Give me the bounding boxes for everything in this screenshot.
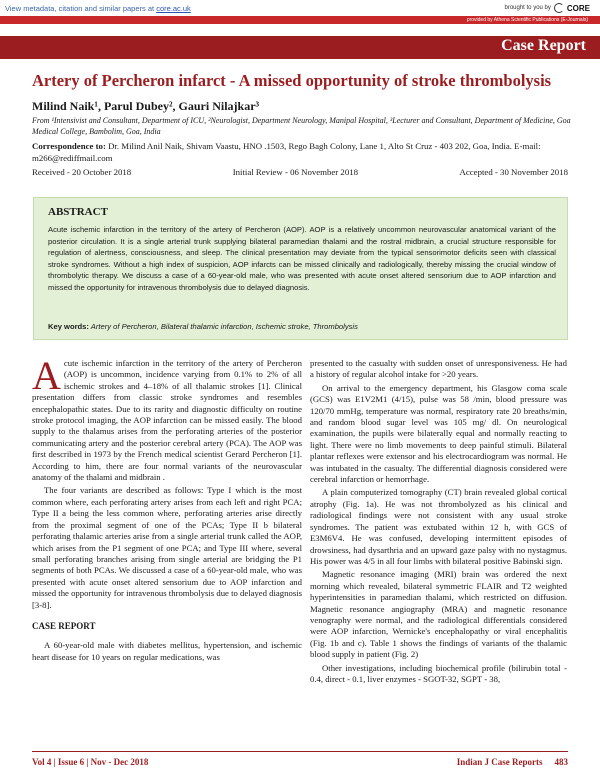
emergency-paragraph: On arrival to the emergency department, his Glasgow coma scale (GCS) was E1V2M1 (4/15), pulse was 58 /min, blood pressure was 120/70 mmHg, temperature was normal, respiratory rate 20 breaths/min, and random blood sugar level was 105 mg/ dl. On neurological examination, the pupils were bilaterally equal and normally reacting to light. There were no limb movements to deep painful stimuli. Bilateral plantar reflexes were extensor and his electrocardiogram was normal. He was intubated in the casualty. The differential diagnosis considered were cerebral infarction or hemorrhage. [310, 382, 567, 485]
case-report-heading: CASE REPORT [32, 620, 96, 631]
variants-paragraph: The four variants are described as follows: Type I which is the most common where, each perforating artery arises from each left and right PCA; Type II a being the less common where, perforating arteries arise directly from the proximal segment of one of the PCAs; Type II b bilateral perforating thalamic arteries arise from a single arterial trunk called the AOP, which arises from the P1 segment of one PCA; and Type III where, several small perforating branches arising from single arterial are bridging the P1 segments of both PCAs. We discussed a case of a 60-year-old male, who was presented with acute onset altered sensorium due to AOP infarction and missed the opportunity for intravenous thrombolysis due to delayed diagnosis [3-8]. [32, 485, 302, 610]
page-number: 483 [554, 757, 568, 767]
article-type-label: Case Report [501, 37, 586, 54]
keywords [48, 322, 556, 331]
metadata-link[interactable] [5, 4, 191, 13]
provided-by-bar [0, 16, 600, 24]
journal-page [457, 757, 568, 767]
intro-text: cute ischemic infarction in the territory of the artery of Percheron (AOP) is uncommon, incidence varying from 0.1% to 2% of all ischemic strokes and 4–18% of all thalamic strokes [1]. Clinical presentation differs from classic stroke syndromes and resembles encephalopathic states. Due to its rarity and diagnostic difficulty on routine stroke protocol imaging, the AOP infarction can be missed easily. The blood supply to the thalamus arises from the perforating arteries of the posterior communicating artery and the posterior cerebral artery (PCA). The AOP was first described in 1973 by the French medical scientist Gerard Percheron [1]. According to him, there are four normal variants of the neurovascular anatomy of the thalami and midbrain . [32, 358, 302, 483]
provided-by-text[interactable]: provided by Athena Scientific Publications (E-Journals) [466, 17, 588, 23]
case-paragraph: A 60-year-old male with diabetes mellitus, hypertension, and ischemic heart disease for 10 years on regular medications, was [32, 640, 302, 662]
header-band [0, 36, 600, 59]
drop-cap: A [32, 353, 61, 398]
correspondence [32, 140, 572, 164]
presentation-paragraph: presented to the casualty with sudden onset of unresponsiveness. He had a history of regular alcohol intake for >20 years. [310, 358, 567, 380]
footer-rule [32, 751, 568, 752]
received-date: Received - 20 October 2018 [32, 167, 132, 177]
mri-paragraph: Magnetic resonance imaging (MRI) brain was ordered the next morning which revealed, bilateral symmetric FLAIR and T2 weighted hyperintensities in paramedian thalami, which restricted on diffusion. Magnetic resonance angiography (MRA) and magnetic resonance venography were normal, and the radiological differentials considered were AOP infarction, Wernicke's encephalopathy or viral encephalitis (Fig. 1b and c). Table 1 shows the findings of variants of the thalamic blood supply in patient (Fig. 2) [310, 569, 567, 660]
correspondence-label: Correspondence to: [32, 141, 106, 151]
core-metadata-bar [0, 0, 600, 26]
initial-review-date: Initial Review - 06 November 2018 [232, 167, 359, 177]
keywords-text: Artery of Percheron, Bilateral thalamic infarction, Ischemic stroke, Thrombolysis [88, 322, 358, 331]
page-footer [0, 751, 600, 776]
core-logo-icon [554, 3, 564, 13]
core-logo: CORE [566, 3, 590, 13]
affiliations: From ¹Intensivist and Consultant, Department of ICU, ²Neurologist, Department Neurology, Manipal Hospital, ³Lecturer and Consultant, Department of Medicine, Goa Medical College, Bambolim, Goa, India [32, 116, 571, 136]
brought-by-text: brought to you by [504, 5, 551, 11]
core-brand[interactable] [505, 3, 591, 13]
journal-name: Indian J Case Reports [456, 757, 543, 767]
accepted-date: Accepted - 30 November 2018 [459, 167, 568, 177]
abstract-heading: ABSTRACT [48, 206, 108, 218]
abstract-box [33, 197, 568, 340]
core-link[interactable]: core.ac.uk [156, 4, 191, 13]
volume-issue: Vol 4 | Issue 6 | Nov - Dec 2018 [32, 757, 149, 767]
left-column [32, 353, 302, 665]
article-dates [32, 167, 568, 177]
author-list: Milind Naik¹, Parul Dubey², Gauri Nilajkar³ [32, 99, 260, 113]
keywords-label: Key words: [48, 322, 89, 331]
article-title: Artery of Percheron infarct - A missed opportunity of stroke thrombolysis [32, 71, 552, 90]
right-column [310, 358, 567, 687]
intro-paragraph [32, 353, 302, 483]
investigations-paragraph: Other investigations, including biochemical profile (bilirubin total - 0.4, direct - 0.1, liver enzymes - SGOT-32, SGPT - 38, [310, 662, 567, 684]
correspondence-text: Dr. Milind Anil Naik, Shivam Vaastu, HNO .1503, Rego Bagh Colony, Lane 1, Alto St Cruz - 403 202, Goa, India. E-mail: m266@rediffmail.com [32, 141, 541, 163]
ct-paragraph: A plain computerized tomography (CT) brain revealed global cortical atrophy (Fig. 1a). He was not thrombolyzed as his clinical and radiological findings were not consistent with any usual stroke syndromes. The patient was extubated within 12 h, with GCS of E3M6V4. He was confused, developing intermittent episodes of drowsiness, had dysarthria and an upward gaze palsy with no nystagmus. His power was 4/5 in all four limbs with bilateral positive Babinski sign. [310, 487, 567, 566]
abstract-body: Acute ischemic infarction in the territory of the artery of Percheron (AOP). AOP is a relatively uncommon neurovascular anatomical variant of the posterior circulation. It is a single arterial trunk supplying bilateral paramedian thalami and the rostral midbrain, a crucial structure responsible for regulation of alertness, consciousness, and sleep. The clinical presentation may deviate from the typical sensorimotor deficits seen with classical stroke syndromes. Without a high index of suspicion, AOP infarcts can be missed clinically and radiologically, thereby missing the crucial window of thrombolytic therapy. We discuss a case of a 60-year-old male, who was presented with acute onset altered sensorium due to AOP infarction and missed the opportunity for intravenous thrombolysis due to delayed diagnosis. [48, 225, 556, 292]
metadata-text: View metadata, citation and similar papers at [5, 4, 155, 13]
